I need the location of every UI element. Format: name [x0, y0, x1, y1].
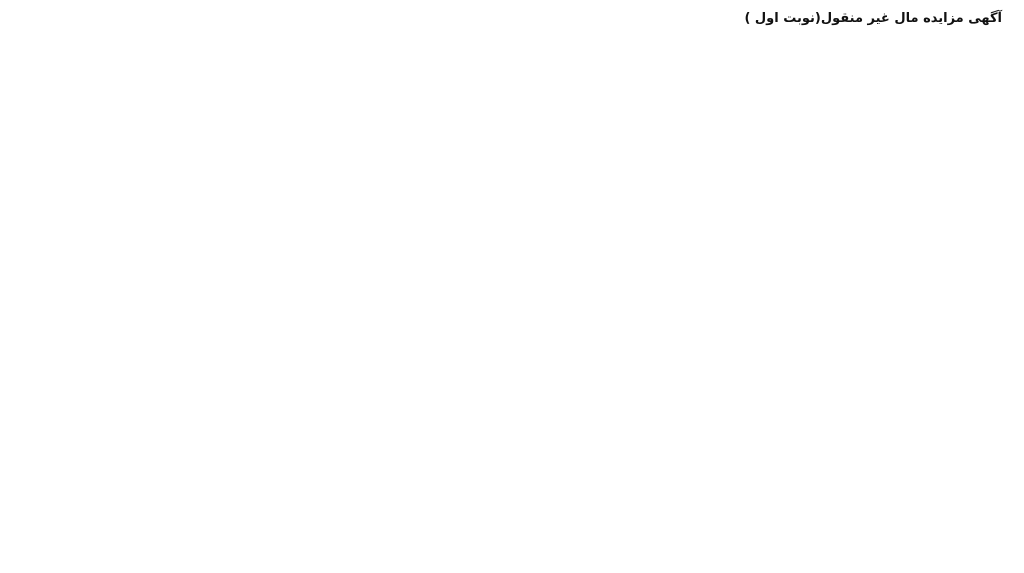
notice-document — [22, 10, 1002, 555]
notice-title: آگهی مزایده مال غیر منقول(نوبت اول ) — [744, 11, 1002, 26]
notice-body — [22, 39, 1002, 555]
